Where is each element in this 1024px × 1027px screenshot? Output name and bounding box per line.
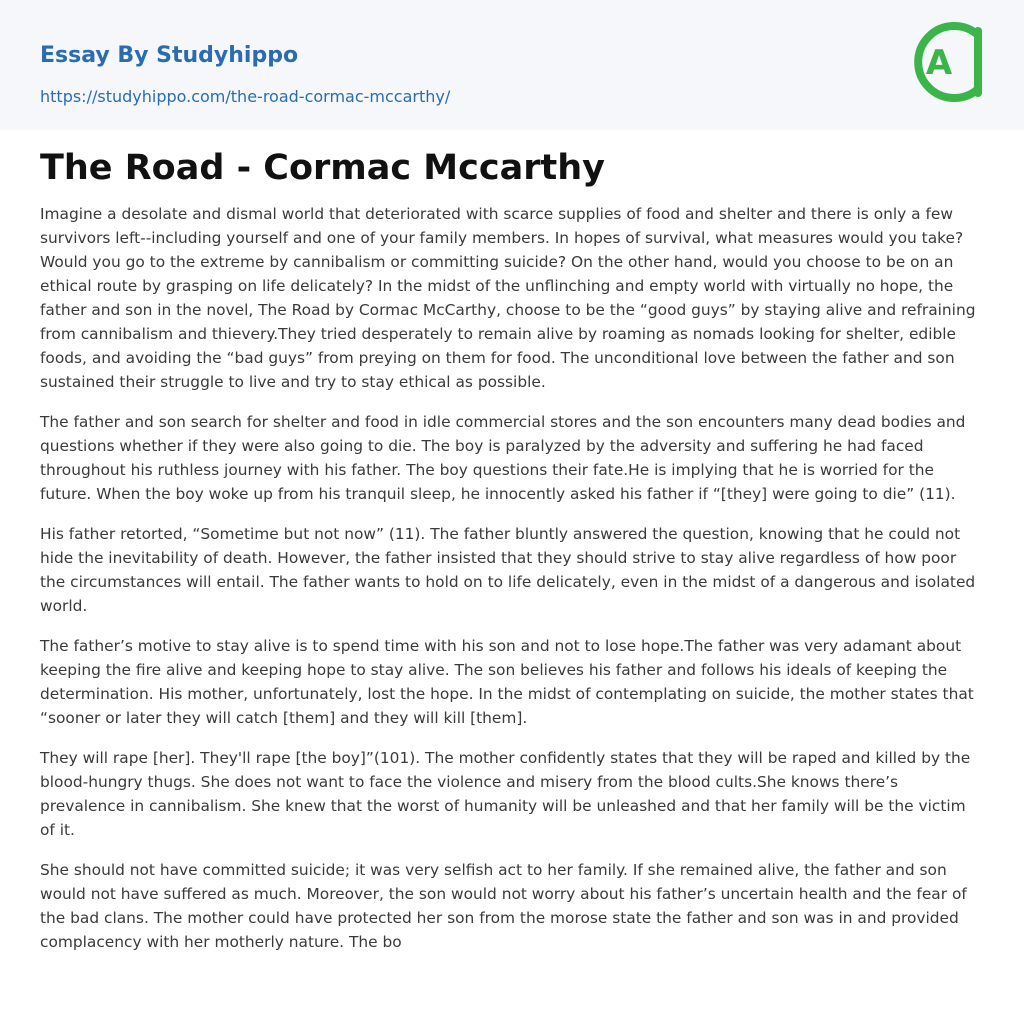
article-paragraph-5: They will rape [her]. They'll rape [the boy]”(101). The mother confidently states that they will be raped and killed by the blood-hungry thugs. She does not want to face the violence and misery from the blood cults.She knows there’s prevalence in cannibalism. She knew that the worst of humanity will be unleashed and that her family will be the victim of it. <box>40 749 971 839</box>
article-paragraph-2: The father and son search for shelter and food in idle commercial stores and the son encounters many dead bodies and questions whether if they were also going to die. The boy is paralyzed by the adversity and suffering he had faced throughout his ruthless journey with his father. The boy questions their fate.He is implying that he is worried for the future. When the boy woke up from his tranquil sleep, he innocently asked his father if “[they] were going to die” (11). <box>40 413 966 503</box>
site-brand[interactable]: Essay By Studyhippo <box>40 43 299 68</box>
article-paragraph-4: The father’s motive to stay alive is to spend time with his son and not to lose hope.The father was very adamant about keeping the fire alive and keeping hope to stay alive. The son believes his father and follows his ideals of keeping the determination. His mother, unfortunately, lost the hope. In the midst of contemplating on suicide, the mother states that “sooner or later they will catch [them] and they will kill [them]. <box>40 637 974 727</box>
article <box>0 130 1024 954</box>
article-paragraph-6: She should not have committed suicide; it was very selfish act to her family. If she remained alive, the father and son would not have suffered as much. Moreover, the son would not worry about his father’s uncertain health and the fear of the bad clans. The mother could have protected her son from the morose state the father and son was in and provided complacency with her motherly nature. The bo <box>40 861 967 951</box>
logo-letter: A <box>925 43 953 83</box>
source-url-link[interactable]: https://studyhippo.com/the-road-cormac-mccarthy/ <box>40 87 451 106</box>
article-paragraph-1: Imagine a desolate and dismal world that deteriorated with scarce supplies of food and shelter and there is only a few survivors left--including yourself and one of your family members. In hopes of survival, what measures would you take? Would you go to the extreme by cannibalism or committing suicide? On the other hand, would you choose to be on an ethical route by grasping on life delicately? In the midst of the unflinching and empty world with virtually no hope, the father and son in the novel, The Road by Cormac McCarthy, choose to be the “good guys” by staying alive and refraining from cannibalism and thievery.They tried desperately to remain alive by roaming as nomads looking for shelter, edible foods, and avoiding the “bad guys” from preying on them for food. The unconditional love between the father and son sustained their struggle to live and try to stay ethical as possible. <box>40 205 976 391</box>
studyhippo-logo-icon[interactable] <box>906 16 990 108</box>
article-paragraph-3: His father retorted, “Sometime but not now” (11). The father bluntly answered the question, knowing that he could not hide the inevitability of death. However, the father insisted that they should strive to stay alive regardless of how poor the circumstances will entail. The father wants to hold on to life delicately, even in the midst of a dangerous and isolated world. <box>40 525 976 615</box>
site-header <box>0 0 1024 130</box>
article-title: The Road - Cormac Mccarthy <box>40 148 605 188</box>
